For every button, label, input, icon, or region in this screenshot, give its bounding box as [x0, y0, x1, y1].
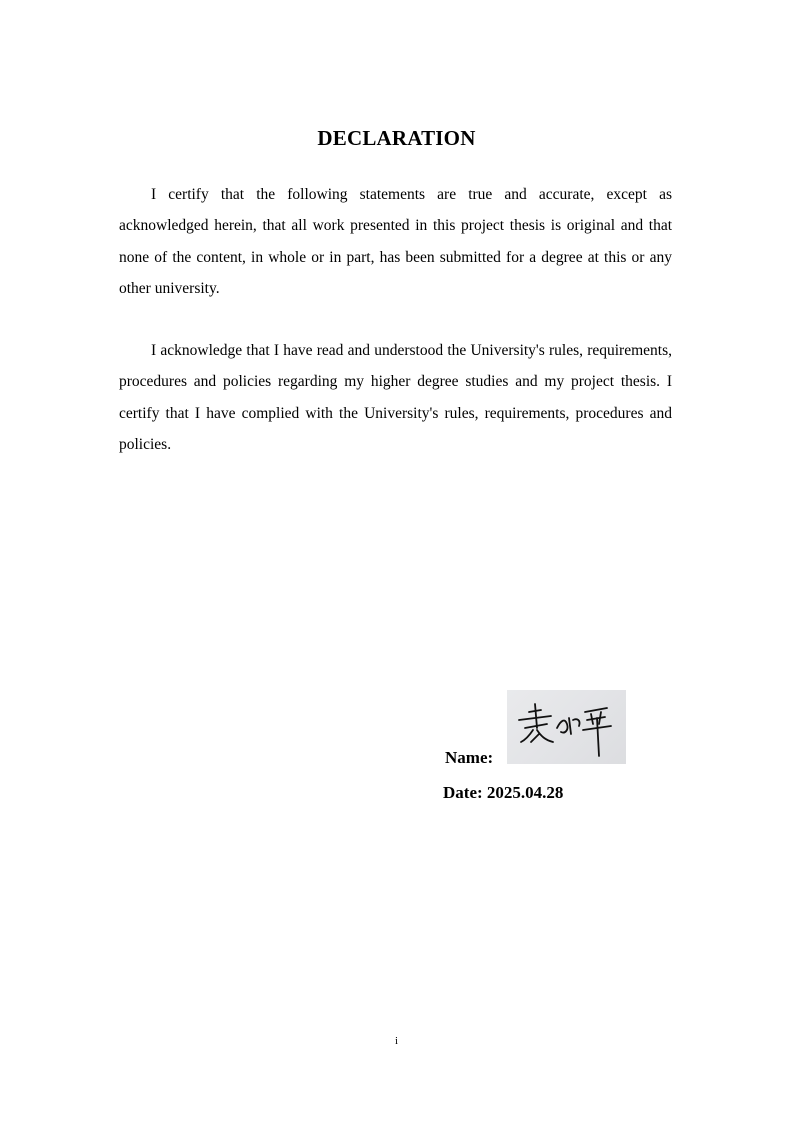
- signature-date: [443, 783, 563, 803]
- date-label: Date:: [443, 783, 483, 802]
- signature-strokes: [507, 690, 626, 764]
- declaration-paragraph-1: I certify that the following statements are true and accurate, except as acknowledged herein, that all work presented in this project thesis is original and that none of the content, in whole or in part, has been submitted for a degree at this or any other university.: [119, 186, 672, 297]
- name-label: Name:: [445, 748, 494, 767]
- handwritten-signature-image: [507, 690, 626, 764]
- date-value: 2025.04.28: [486, 783, 564, 802]
- page-title: DECLARATION: [317, 126, 476, 150]
- page-number: i: [394, 1035, 399, 1047]
- declaration-paragraph-2: I acknowledge that I have read and understood the University's rules, requirements, procedures and policies regarding my higher degree studies and my project thesis. I certify that I have complied with the University's rules, requirements, procedures and policies.: [119, 342, 672, 453]
